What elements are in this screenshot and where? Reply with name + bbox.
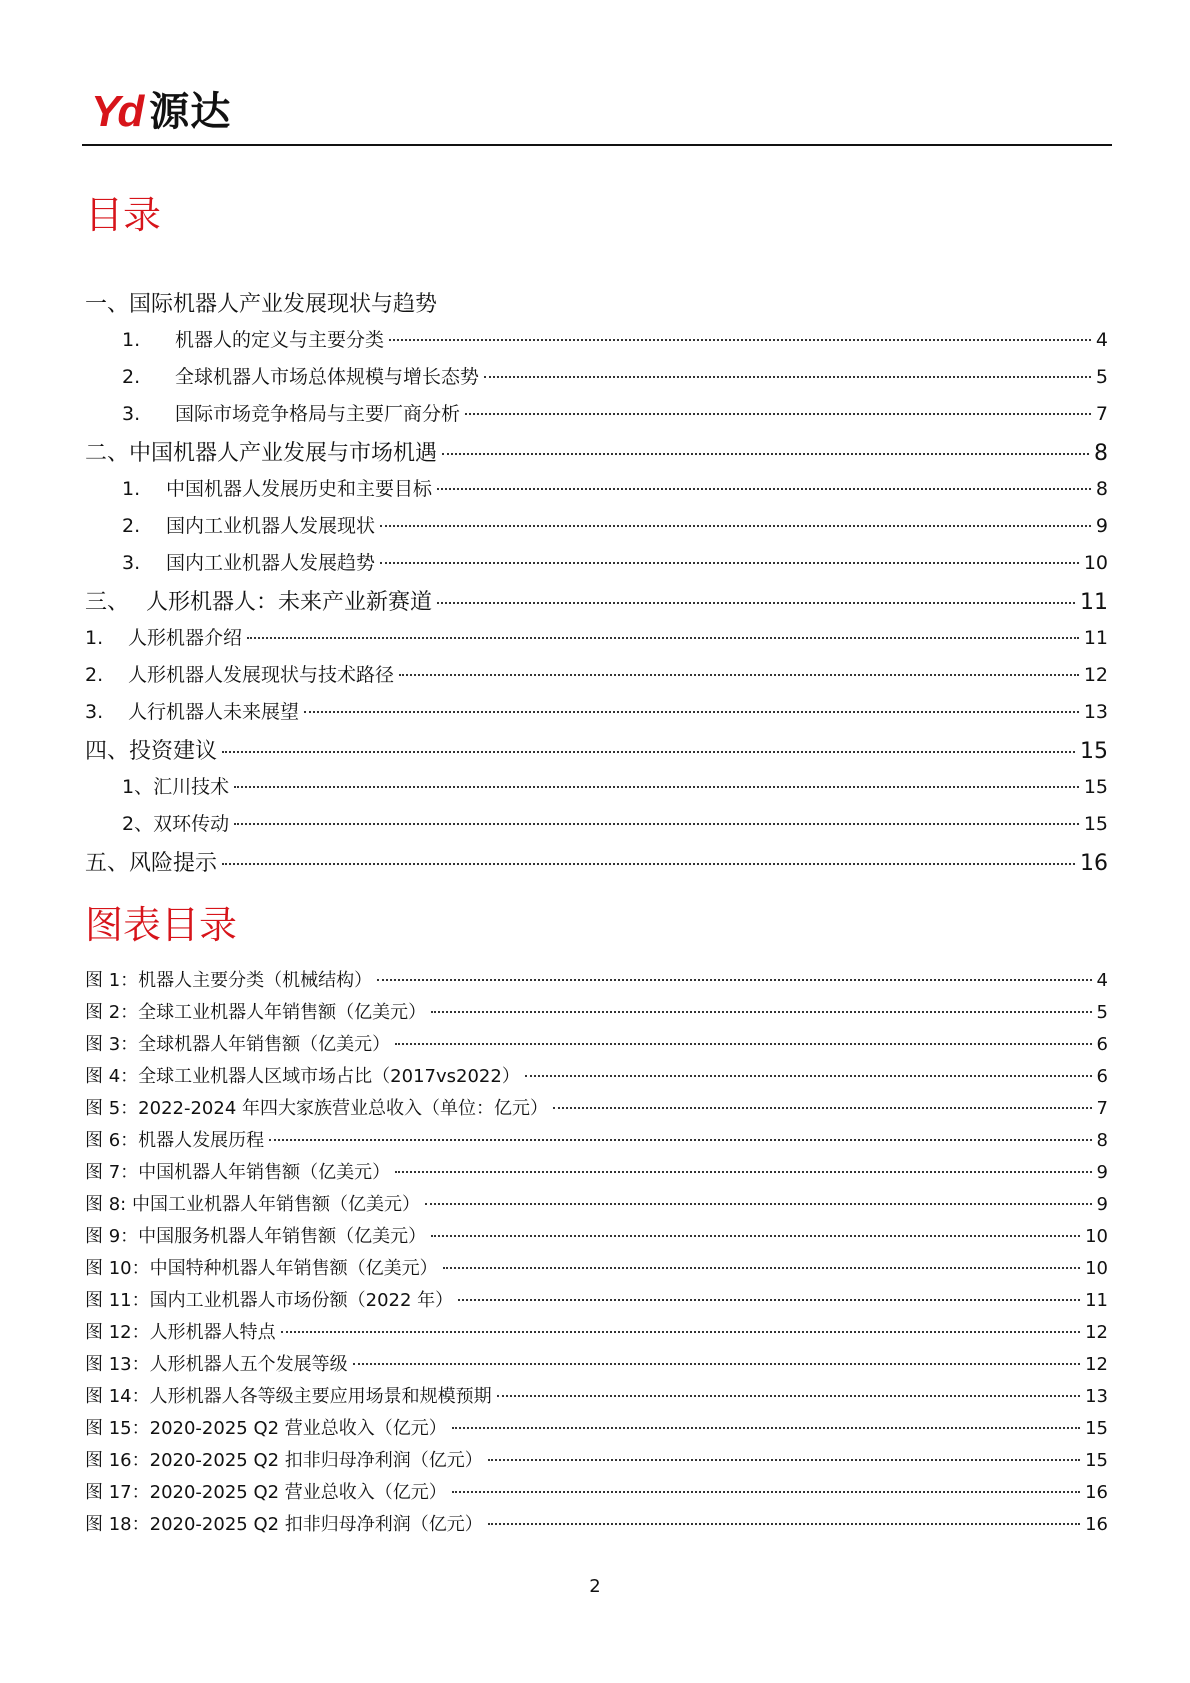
figure-entry[interactable] xyxy=(85,1414,1108,1440)
dot-leader xyxy=(452,1427,1080,1429)
figure-entry[interactable] xyxy=(85,1094,1108,1120)
dot-leader xyxy=(234,786,1079,788)
figure-entry-page: 9 xyxy=(1096,1194,1108,1215)
dot-leader xyxy=(377,979,1091,981)
toc-entry-page: 11 xyxy=(1080,590,1108,615)
toc-entry[interactable] xyxy=(85,585,1108,616)
figure-entry-page: 10 xyxy=(1085,1258,1108,1279)
dot-leader xyxy=(488,1459,1080,1461)
toc-entry-page: 10 xyxy=(1083,552,1108,574)
toc-entry-number: 2. xyxy=(85,664,104,686)
figure-entry[interactable] xyxy=(85,1478,1108,1504)
dot-leader xyxy=(304,711,1079,713)
toc-entry-text: 国内工业机器人发展趋势 xyxy=(166,552,376,574)
dot-leader xyxy=(247,637,1079,639)
figure-entry-page: 9 xyxy=(1096,1162,1108,1183)
figure-entry-text: 图 4：全球工业机器人区域市场占比（2017vs2022） xyxy=(85,1066,520,1087)
figure-entry-page: 8 xyxy=(1096,1130,1108,1151)
figure-entry[interactable] xyxy=(85,1286,1108,1312)
page-number: 2 xyxy=(589,1576,601,1597)
figure-entry[interactable] xyxy=(85,1030,1108,1056)
toc-entry-text: 中国机器人发展历史和主要目标 xyxy=(166,478,433,500)
toc-entry[interactable] xyxy=(122,362,1108,389)
figure-entry-text: 图 1：机器人主要分类（机械结构） xyxy=(85,970,373,991)
dot-leader xyxy=(399,674,1079,676)
dot-leader xyxy=(458,1299,1080,1301)
figure-entry-page: 16 xyxy=(1085,1514,1108,1535)
figure-entry-text: 图 14：人形机器人各等级主要应用场景和规模预期 xyxy=(85,1386,492,1407)
figure-entry-text: 图 15：2020-2025 Q2 营业总收入（亿元） xyxy=(85,1418,447,1439)
figure-entry[interactable] xyxy=(85,1158,1108,1184)
toc-entry-text: 二、中国机器人产业发展与市场机遇 xyxy=(85,441,438,466)
figure-entry-text: 图 17：2020-2025 Q2 营业总收入（亿元） xyxy=(85,1482,447,1503)
figure-entry[interactable] xyxy=(85,1350,1108,1376)
dot-leader xyxy=(525,1075,1092,1077)
toc-entry[interactable] xyxy=(85,287,1108,318)
company-logo xyxy=(91,88,231,136)
dot-leader xyxy=(431,1235,1080,1237)
figure-entry-text: 图 5：2022-2024 年四大家族营业总收入（单位：亿元） xyxy=(85,1098,549,1119)
figure-entry-page: 15 xyxy=(1085,1450,1108,1471)
toc-entry-text: 国际市场竞争格局与主要厂商分析 xyxy=(175,403,461,425)
figure-entry[interactable] xyxy=(85,1382,1108,1408)
toc-entry-text: 人形机器人：未来产业新赛道 xyxy=(146,590,433,615)
toc-entry[interactable] xyxy=(122,548,1108,575)
toc-entry[interactable] xyxy=(122,511,1108,538)
toc-entry-page: 13 xyxy=(1083,701,1108,723)
toc-entry-page: 12 xyxy=(1083,664,1108,686)
toc-entry[interactable] xyxy=(85,436,1108,467)
toc-title: 目录 xyxy=(85,193,162,237)
figure-entry-text: 图 18：2020-2025 Q2 扣非归母净利润（亿元） xyxy=(85,1514,483,1535)
dot-leader xyxy=(553,1107,1092,1109)
figure-entry-text: 图 6：机器人发展历程 xyxy=(85,1130,265,1151)
figure-entry-page: 15 xyxy=(1085,1418,1108,1439)
toc-entry-text: 全球机器人市场总体规模与增长态势 xyxy=(175,366,480,388)
dot-leader xyxy=(488,1523,1080,1525)
figure-entry[interactable] xyxy=(85,1126,1108,1152)
dot-leader xyxy=(234,823,1079,825)
figure-entry-page: 6 xyxy=(1096,1066,1108,1087)
toc-entry-number: 3. xyxy=(122,403,141,425)
figure-entry[interactable] xyxy=(85,1062,1108,1088)
dot-leader xyxy=(437,602,1075,604)
dot-leader xyxy=(425,1203,1092,1205)
dot-leader xyxy=(395,1043,1091,1045)
toc-entry-page: 8 xyxy=(1094,441,1108,466)
figure-entry-page: 5 xyxy=(1096,1002,1108,1023)
toc-entry[interactable] xyxy=(85,623,1108,650)
dot-leader xyxy=(380,525,1091,527)
figure-entry-text: 图 13：人形机器人五个发展等级 xyxy=(85,1354,348,1375)
dot-leader xyxy=(431,1011,1091,1013)
toc-entry-page: 15 xyxy=(1083,813,1108,835)
toc-entry-page: 9 xyxy=(1095,515,1108,537)
figure-entry[interactable] xyxy=(85,998,1108,1024)
figure-entry[interactable] xyxy=(85,1446,1108,1472)
toc-entry-page: 8 xyxy=(1095,478,1108,500)
dot-leader xyxy=(222,863,1075,865)
figure-entry-text: 图 10：中国特种机器人年销售额（亿美元） xyxy=(85,1258,438,1279)
toc-entry-page: 5 xyxy=(1095,366,1108,388)
logo-text: 源达 xyxy=(149,89,232,135)
dot-leader xyxy=(484,376,1091,378)
dot-leader xyxy=(269,1139,1091,1141)
toc-entry-text: 人形机器人发展现状与技术路径 xyxy=(128,664,395,686)
figure-entry-text: 图 11：国内工业机器人市场份额（2022 年） xyxy=(85,1290,454,1311)
dot-leader xyxy=(389,339,1091,341)
figure-entry-page: 11 xyxy=(1085,1290,1108,1311)
figure-entry[interactable] xyxy=(85,1190,1108,1216)
toc-entry-number: 三、 xyxy=(85,590,130,615)
figure-entry-text: 图 7：中国机器人年销售额（亿美元） xyxy=(85,1162,391,1183)
toc-entry[interactable] xyxy=(122,809,1108,836)
toc-entry-number: 1. xyxy=(122,478,141,500)
figure-entry-text: 图 8: 中国工业机器人年销售额（亿美元） xyxy=(85,1194,420,1215)
figure-entry-page: 16 xyxy=(1085,1482,1108,1503)
toc-entry-text: 国内工业机器人发展现状 xyxy=(166,515,376,537)
figure-entry-text: 图 12：人形机器人特点 xyxy=(85,1322,276,1343)
toc-entry-number: 3. xyxy=(122,552,141,574)
figure-entry-page: 4 xyxy=(1096,970,1108,991)
figure-entry-page: 13 xyxy=(1085,1386,1108,1407)
figure-entry[interactable] xyxy=(85,1510,1108,1536)
header-divider xyxy=(82,144,1112,146)
toc-entry-number: 3. xyxy=(85,701,104,723)
dot-leader xyxy=(437,488,1091,490)
toc-entry-number: 2. xyxy=(122,366,141,388)
dot-leader xyxy=(222,751,1075,753)
figure-entry-text: 图 2：全球工业机器人年销售额（亿美元） xyxy=(85,1002,427,1023)
toc-entry[interactable] xyxy=(122,772,1108,799)
figure-entry[interactable] xyxy=(85,1318,1108,1344)
figure-entry-text: 图 16：2020-2025 Q2 扣非归母净利润（亿元） xyxy=(85,1450,483,1471)
toc-entry-number: 1. xyxy=(122,329,141,351)
toc-entry-text: 四、投资建议 xyxy=(85,739,218,764)
toc-entry[interactable] xyxy=(85,697,1108,724)
figure-list-title: 图表目录 xyxy=(85,903,238,947)
dot-leader xyxy=(443,1267,1080,1269)
toc-entry-text: 2、双环传动 xyxy=(122,813,230,835)
dot-leader xyxy=(465,413,1091,415)
figure-entry-text: 图 3：全球机器人年销售额（亿美元） xyxy=(85,1034,391,1055)
toc-entry-number: 1. xyxy=(85,627,104,649)
dot-leader xyxy=(395,1171,1091,1173)
figure-entry-page: 10 xyxy=(1085,1226,1108,1247)
dot-leader xyxy=(497,1395,1080,1397)
dot-leader xyxy=(442,453,1089,455)
toc-entry[interactable] xyxy=(122,399,1108,426)
figure-entry-page: 12 xyxy=(1085,1322,1108,1343)
toc-entry[interactable] xyxy=(122,474,1108,501)
figure-entry-page: 6 xyxy=(1096,1034,1108,1055)
toc-entry-page: 16 xyxy=(1080,851,1108,876)
dot-leader xyxy=(281,1331,1080,1333)
toc-entry[interactable] xyxy=(85,734,1108,765)
toc-entry-page: 15 xyxy=(1080,739,1108,764)
figure-entry-page: 7 xyxy=(1096,1098,1108,1119)
toc-entry-page: 4 xyxy=(1095,329,1108,351)
toc-entry-text: 1、汇川技术 xyxy=(122,776,230,798)
figure-entry[interactable] xyxy=(85,1254,1108,1280)
toc-entry[interactable] xyxy=(85,846,1108,877)
figure-entry[interactable] xyxy=(85,1222,1108,1248)
toc-entry-page: 11 xyxy=(1083,627,1108,649)
toc-entry-text: 一、国际机器人产业发展现状与趋势 xyxy=(85,292,438,317)
toc-entry-text: 人形机器介绍 xyxy=(128,627,243,649)
toc-entry-text: 机器人的定义与主要分类 xyxy=(175,329,385,351)
toc-entry-page: 7 xyxy=(1095,403,1108,425)
dot-leader xyxy=(380,562,1079,564)
logo-mark: Yd xyxy=(91,87,142,136)
toc-entry-number: 2. xyxy=(122,515,141,537)
figure-entry-text: 图 9：中国服务机器人年销售额（亿美元） xyxy=(85,1226,427,1247)
toc-entry-text: 人行机器人未来展望 xyxy=(128,701,300,723)
toc-entry[interactable] xyxy=(85,660,1108,687)
toc-entry-text: 五、风险提示 xyxy=(85,851,218,876)
toc-entry[interactable] xyxy=(122,325,1108,352)
figure-entry[interactable] xyxy=(85,966,1108,992)
figure-entry-page: 12 xyxy=(1085,1354,1108,1375)
toc-entry-page: 15 xyxy=(1083,776,1108,798)
dot-leader xyxy=(353,1363,1080,1365)
dot-leader xyxy=(452,1491,1080,1493)
